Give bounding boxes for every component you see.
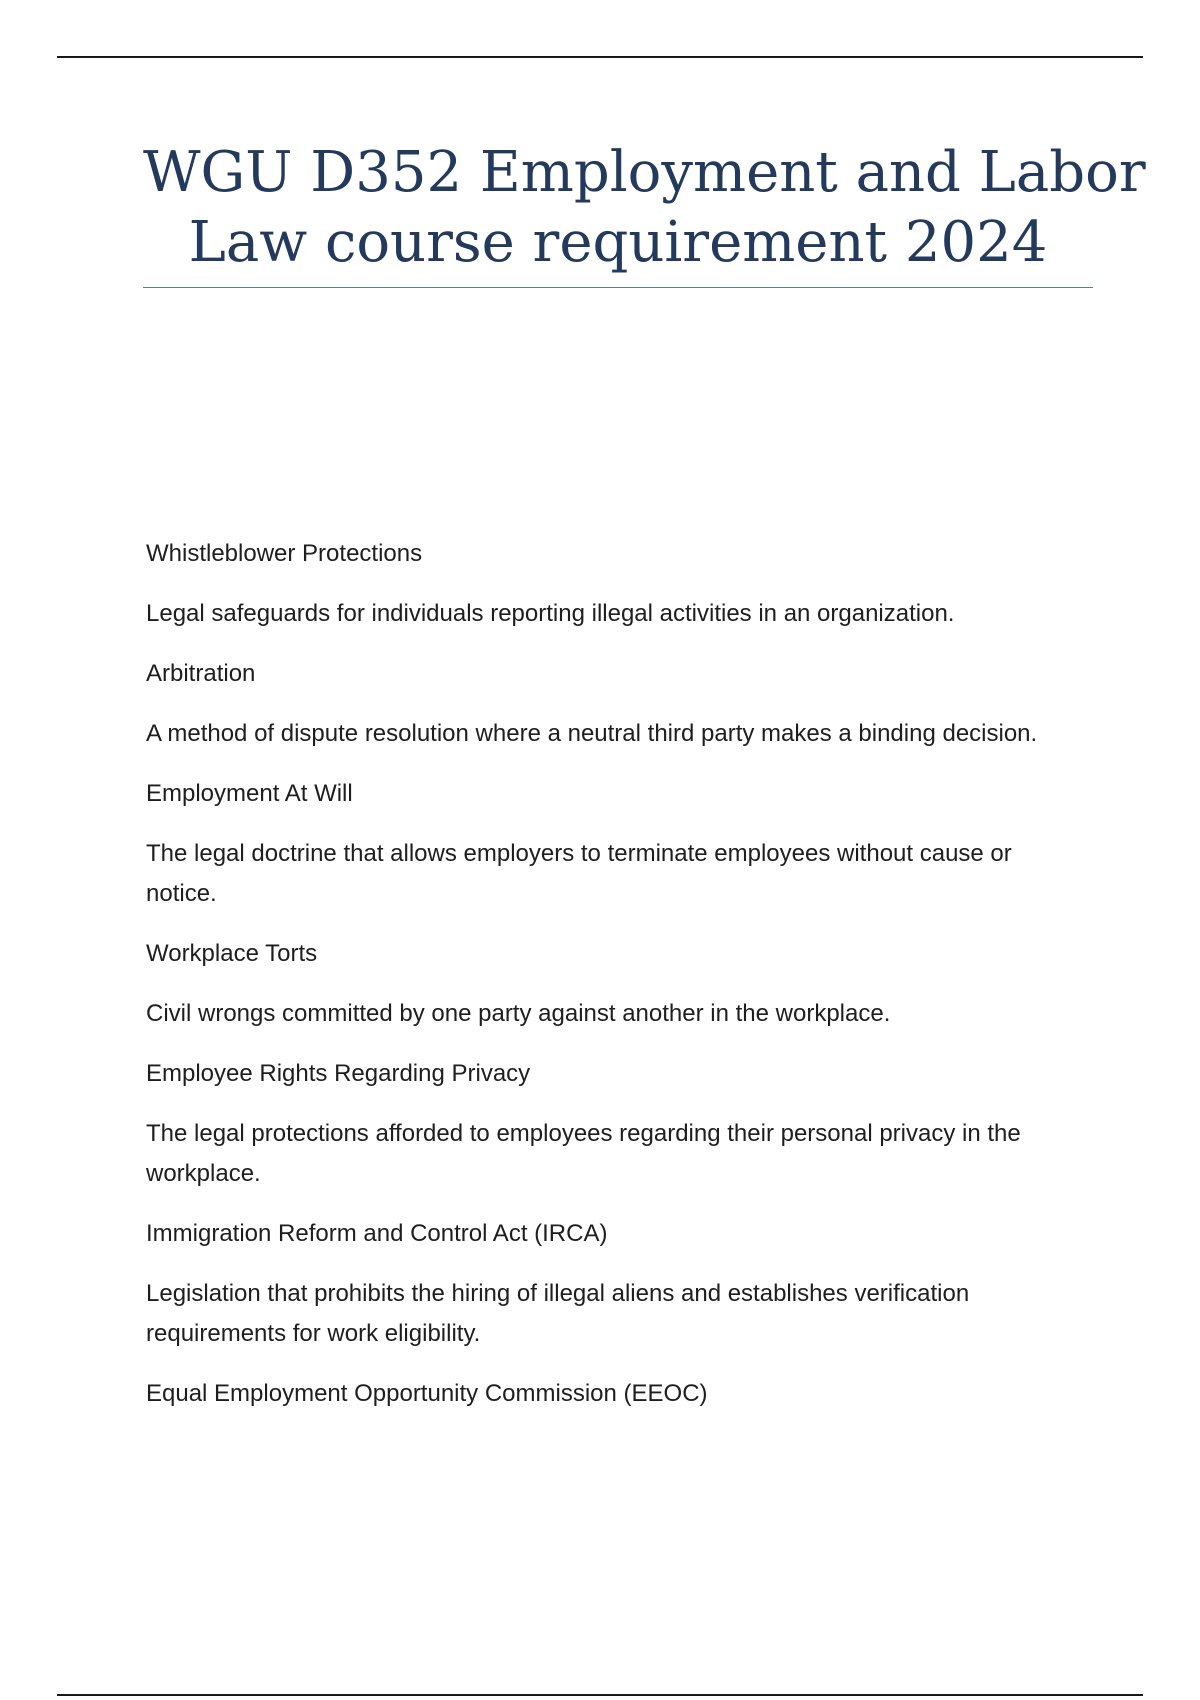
document-title (143, 138, 1146, 278)
term: Immigration Reform and Control Act (IRCA) (146, 1220, 608, 1247)
term: Workplace Torts (146, 940, 318, 967)
term: Employment At Will (146, 780, 353, 807)
entry-eeoc (146, 1374, 1086, 1414)
term: Arbitration (146, 660, 256, 687)
entry-whistleblower-protections (146, 534, 1086, 634)
definition: A method of dispute resolution where a neutral third party makes a binding decision. (146, 720, 1038, 747)
footer-rule (57, 1694, 1143, 1696)
definition: The legal protections afforded to employees regarding their personal privacy in the workplace. (146, 1120, 1021, 1187)
definition: Civil wrongs committed by one party against another in the workplace. (146, 1000, 891, 1027)
flashcard-list (146, 534, 1086, 1434)
term: Equal Employment Opportunity Commission (EEOC) (146, 1380, 708, 1407)
header-rule (57, 56, 1143, 58)
term: Whistleblower Protections (146, 540, 423, 567)
entry-arbitration (146, 654, 1086, 754)
title-line-1: WGU D352 Employment and Labor (143, 140, 1146, 205)
entry-employee-privacy-rights (146, 1054, 1086, 1194)
entry-employment-at-will (146, 774, 1086, 914)
title-line-2: Law course requirement 2024 (188, 210, 1048, 275)
entry-workplace-torts (146, 934, 1086, 1034)
term: Employee Rights Regarding Privacy (146, 1060, 531, 1087)
definition: The legal doctrine that allows employers to terminate employees without cause or notice. (146, 840, 1012, 907)
definition: Legislation that prohibits the hiring of illegal aliens and establishes verification requirements for work eligibility. (146, 1280, 970, 1347)
entry-irca (146, 1214, 1086, 1354)
definition: Legal safeguards for individuals reporting illegal activities in an organization. (146, 600, 955, 627)
title-underline (143, 287, 1093, 288)
